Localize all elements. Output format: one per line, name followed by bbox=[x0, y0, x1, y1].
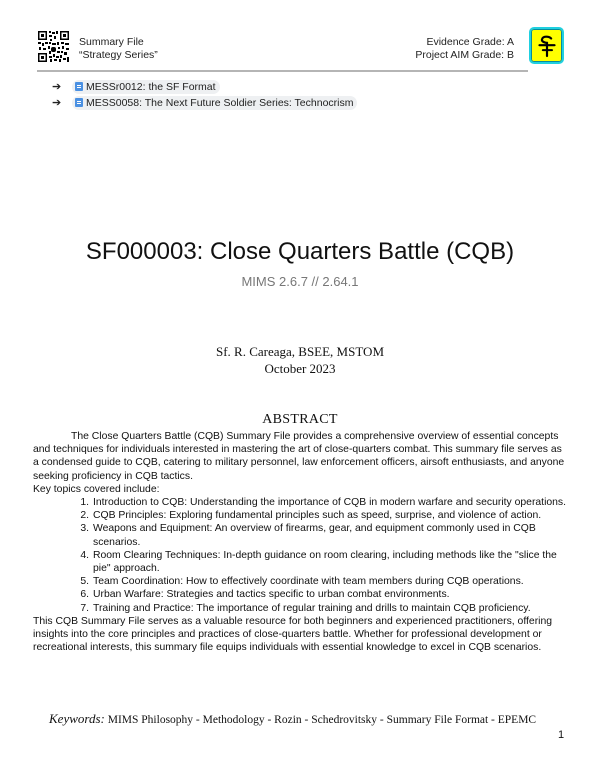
publication-date: October 2023 bbox=[264, 361, 336, 376]
list-text: Room Clearing Techniques: In-depth guidance on room clearing, including methods like the "slice the pie" approach. bbox=[93, 549, 557, 575]
page-title: SF000003: Close Quarters Battle (CQB) bbox=[85, 238, 515, 265]
link-chip-messr0012[interactable] bbox=[72, 80, 220, 94]
link-chip-mess0058[interactable] bbox=[72, 96, 357, 110]
keywords-label: Keywords: bbox=[49, 711, 105, 726]
list-number: 4. bbox=[80, 549, 89, 561]
series-line-1: Summary File bbox=[79, 36, 144, 48]
list-number: 1. bbox=[80, 497, 89, 509]
related-link-row bbox=[52, 95, 357, 110]
grades bbox=[415, 36, 514, 62]
list-text: Training and Practice: The importance of regular training and drills to maintain CQB proficiency. bbox=[93, 602, 531, 614]
list-text: Team Coordination: How to effectively coordinate with team members during CQB operations. bbox=[93, 576, 524, 588]
document-icon bbox=[75, 82, 83, 91]
list-item bbox=[71, 522, 568, 548]
list-item bbox=[71, 496, 568, 509]
list-item bbox=[71, 602, 568, 615]
page-number: 1 bbox=[558, 729, 565, 741]
keywords-line bbox=[49, 711, 536, 727]
list-number: 7. bbox=[80, 602, 89, 614]
sf-monogram-icon bbox=[537, 34, 557, 58]
abstract-body bbox=[33, 430, 568, 654]
list-number: 3. bbox=[80, 523, 89, 535]
link-label: MESSr0012: the SF Format bbox=[86, 80, 216, 93]
list-item bbox=[71, 575, 568, 588]
version-subtitle: MIMS 2.6.7 // 2.64.1 bbox=[241, 274, 359, 289]
list-number: 5. bbox=[80, 576, 89, 588]
link-label: MESS0058: The Next Future Soldier Series: Technocrism bbox=[86, 96, 354, 109]
evidence-grade: Evidence Grade: A bbox=[426, 36, 514, 48]
topics-lead: Key topics covered include: bbox=[33, 483, 160, 495]
list-item bbox=[71, 549, 568, 575]
abstract-closing: This CQB Summary File serves as a valuable resource for both beginners and experienced practitioners, offering insights into the core principles and practices of close-quarters battle. Whether for professional development or recreational interests, this summary file equips individuals with essential knowledge to excel in CQB scenarios. bbox=[33, 615, 553, 654]
page-header bbox=[37, 30, 564, 71]
related-links bbox=[52, 79, 357, 111]
keywords-text: MIMS Philosophy - Methodology - Rozin - Schedrovitsky - Summary File Format - EPEMC bbox=[104, 714, 537, 726]
arrow-right-icon: ➔ bbox=[52, 97, 62, 109]
list-item bbox=[71, 588, 568, 601]
abstract-heading: ABSTRACT bbox=[262, 412, 338, 427]
list-text: Introduction to CQB: Understanding the importance of CQB in modern warfare and security operations. bbox=[93, 497, 567, 509]
author-block bbox=[0, 343, 600, 377]
list-text: Urban Warfare: Strategies and tactics specific to urban combat environments. bbox=[93, 589, 450, 601]
series-line-2: “Strategy Series” bbox=[79, 49, 158, 61]
project-aim-grade: Project AIM Grade: B bbox=[415, 49, 514, 61]
document-icon bbox=[75, 98, 83, 107]
abstract-intro: The Close Quarters Battle (CQB) Summary File provides a comprehensive overview of essential concepts and techniques for individuals interested in mastering the art of close-quarters combat. This summary file serves as a condensed guide to CQB, catering to military personnel, law enforcement officers, airsoft enthusiasts, and anyone seeking proficiency in CQB tactics. bbox=[33, 431, 565, 482]
header-divider bbox=[37, 70, 528, 72]
qr-code-icon[interactable] bbox=[37, 30, 70, 63]
author-name: Sf. R. Careaga, BSEE, MSTOM bbox=[215, 344, 385, 359]
topics-list bbox=[33, 496, 568, 615]
list-item bbox=[71, 509, 568, 522]
related-link-row bbox=[52, 79, 357, 94]
list-text: Weapons and Equipment: An overview of firearms, gear, and equipment commonly used in CQB scenarios. bbox=[93, 523, 536, 548]
list-text: CQB Principles: Exploring fundamental principles such as speed, surprise, and violence of action. bbox=[93, 510, 542, 522]
sf-logo-icon bbox=[529, 27, 564, 64]
arrow-right-icon: ➔ bbox=[52, 81, 62, 93]
list-number: 6. bbox=[80, 589, 89, 601]
list-number: 2. bbox=[80, 510, 89, 522]
series-label bbox=[79, 36, 158, 62]
